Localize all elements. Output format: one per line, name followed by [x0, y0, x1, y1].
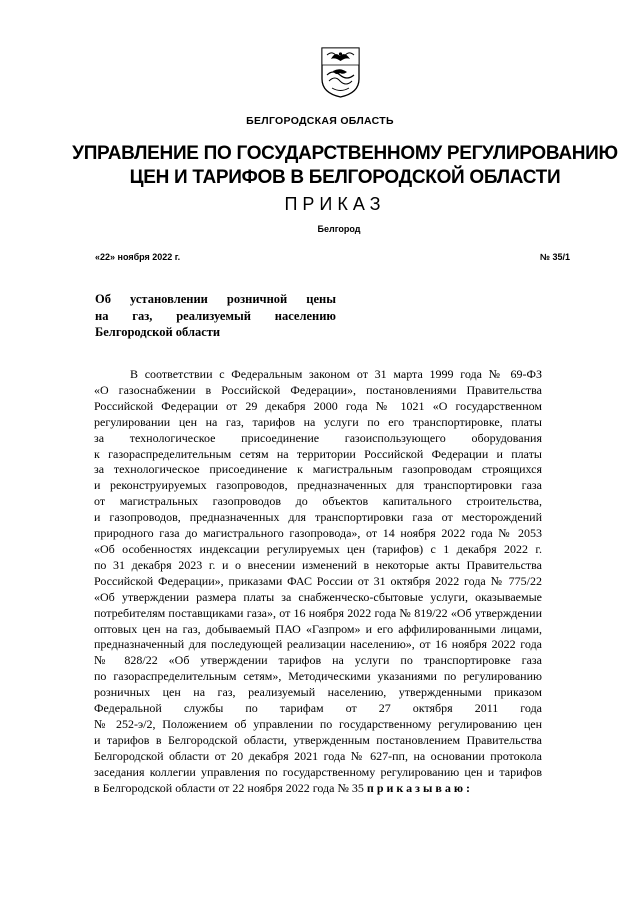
- body-line: и реконструируемых газопроводов, предназначенных для транспортировки газа: [94, 478, 542, 493]
- body-line: за технологическое присоединение к магистральным газопроводам строящихся: [94, 462, 542, 477]
- document-date: «22» ноября 2022 г.: [95, 252, 181, 262]
- body-line: по газораспределительным сетям», Методическими указаниями по регулированию: [94, 669, 542, 684]
- body-line: № 252-э/2, Положением об управлении по государственному регулированию цен: [94, 716, 542, 731]
- body-line: Российской Федерации», приказами ФАС России от 31 октября 2022 года № 775/22: [94, 573, 542, 588]
- order-body-paragraph: [94, 367, 542, 796]
- order-verb: приказываю:: [366, 780, 473, 795]
- body-line: и тарифов в Белгородской области, утвержденным постановлением Правительства: [94, 732, 542, 747]
- body-line: и газопроводов, предназначенных для транспортировки газа от месторождений: [94, 510, 542, 525]
- department-title-line-1: УПРАВЛЕНИЕ ПО ГОСУДАРСТВЕННОМУ РЕГУЛИРОВАНИЮ: [72, 143, 618, 164]
- body-line: Белгородской области от 20 декабря 2021 года № 627-пп, на основании протокола: [94, 748, 542, 763]
- document-number: № 35/1: [539, 252, 570, 262]
- body-line: заседания коллегии управления по государственному регулированию цен и тарифов: [94, 764, 542, 779]
- body-line: за технологическое присоединение газоиспользующего оборудования: [94, 430, 542, 445]
- body-line: В соответствии с Федеральным законом от 31 марта 1999 года № 69-ФЗ: [130, 367, 542, 381]
- body-line: № 828/22 «Об утверждении тарифов на услуги по транспортировке газа: [94, 653, 542, 668]
- subject-line: на газ, реализуемый населению: [95, 308, 336, 323]
- body-line: оптовых цен на газ, добываемый ПАО «Газпром» и его аффилированными лицами,: [94, 621, 542, 636]
- body-line: к газораспределительным сетям на территории Российской Федерации и платы: [94, 446, 542, 461]
- body-final-line: [94, 781, 542, 797]
- order-subject: [95, 291, 336, 341]
- document-type: ПРИКАЗ: [284, 194, 386, 214]
- body-line: Российской Федерации от 29 декабря 2000 года № 1021 «О государственном: [94, 398, 542, 413]
- body-line: от магистральных газопроводов до объектов капитального строительства,: [94, 494, 542, 509]
- body-line: «Об утверждении размера платы за снабженческо-сбытовые услуги, оказываемые: [94, 589, 542, 604]
- body-line: Федеральной службы по тарифам от 27 октября 2011 года: [94, 701, 542, 716]
- subject-line: Об установлении розничной цены: [95, 292, 336, 306]
- body-line: потребителям поставщиками газа», от 16 ноября 2022 года № 819/22 «Об утверждении: [94, 605, 542, 620]
- body-line: предназначенный для последующей реализации населению», от 16 ноября 2022 года: [94, 637, 542, 652]
- body-line-text: в Белгородской области от 22 ноября 2022 года № 35: [94, 780, 364, 795]
- body-line: регулировании цен на газ, тарифов на услуги по его транспортировке, платы: [94, 414, 542, 429]
- body-line: по 31 декабря 2023 г. и о внесении изменений в некоторые акты Правительства: [94, 557, 542, 572]
- department-title-line-2: ЦЕН И ТАРИФОВ В БЕЛГОРОДСКОЙ ОБЛАСТИ: [129, 167, 561, 188]
- subject-line: Белгородской области: [95, 325, 221, 339]
- region-name: БЕЛГОРОДСКАЯ ОБЛАСТЬ: [246, 115, 394, 127]
- body-line: «Об особенностях индексации регулируемых цен (тарифов) с 1 декабря 2022 г.: [94, 541, 542, 556]
- department-title: [60, 142, 630, 190]
- body-line: природного газа до магистрального газопровода», от 14 ноября 2022 года № 2053: [94, 526, 542, 541]
- city-name: Белгород: [317, 224, 361, 234]
- body-line: «О газоснабжении в Российской Федерации», постановлениями Правительства: [94, 382, 542, 397]
- body-line: розничных цен на газ, реализуемый населению, утвержденными приказом: [94, 685, 542, 700]
- coat-of-arms-emblem: [319, 45, 362, 99]
